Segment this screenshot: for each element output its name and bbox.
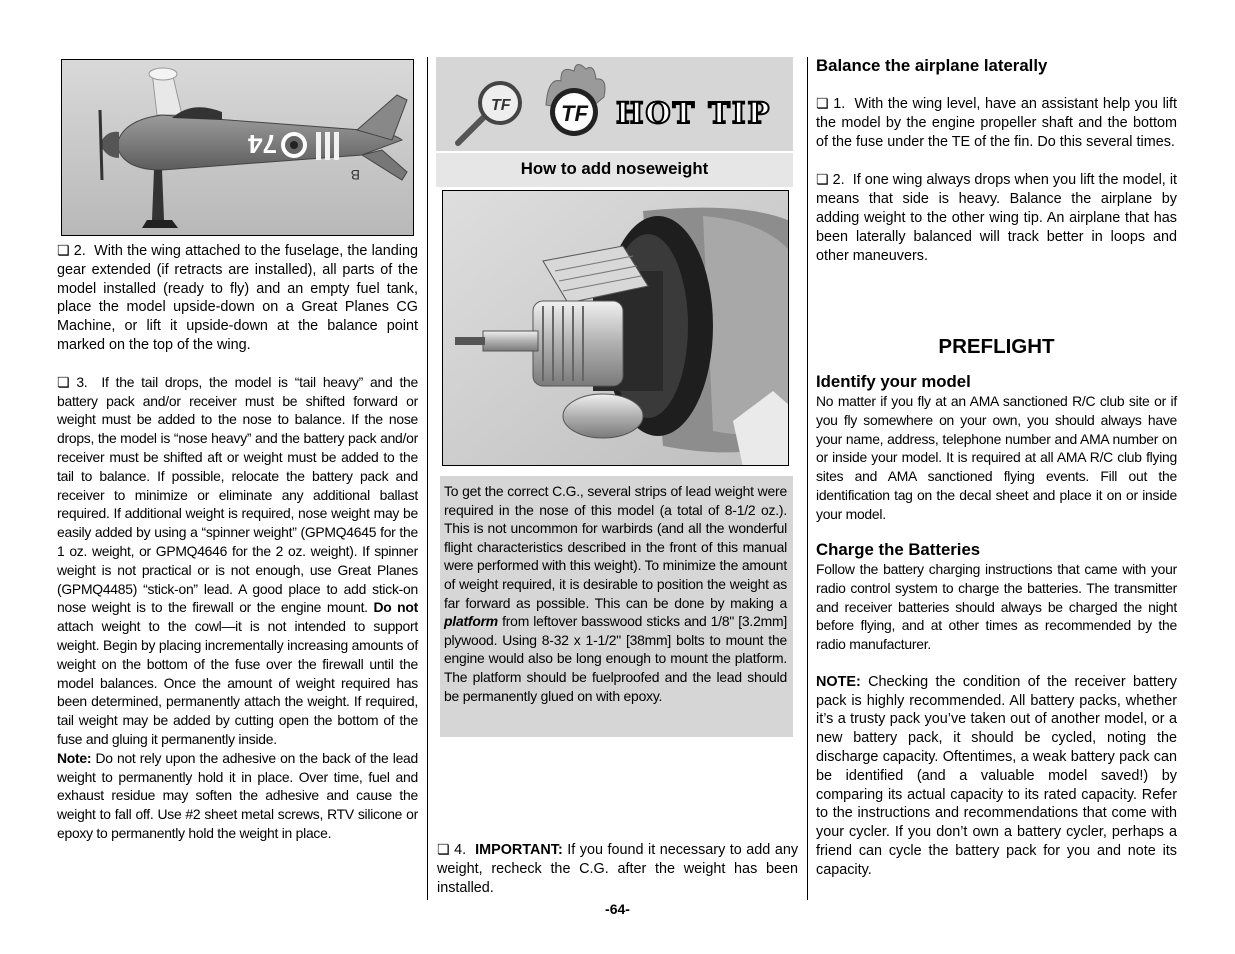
svg-text:TF: TF [491,97,511,114]
hot-tip-text: To get the correct C.G., several strips of lead weight were required in the nose of this model (a total of 8-1/2 oz.). This is not uncommon for warbirds (and all the wonderful flight characteristics described in the front of this manual were performed with this weight). To minimize the amount of weight required, it is desirable to position the weight as far forward as possible. This can be done by making a platform from leftover basswood sticks and 1/8" [3.2mm] plywood. Using 8-32 x 1-1/2" [38mm] bolts to mount the engine would also be long enough to mount the platform. The platform should be fuelproofed and the lead should be permanently glued on with epoxy. [444,483,787,704]
cg-step-4-text: If you found it necessary to add any weight, recheck the C.G. after the weight has been installed. [437,842,799,896]
cg-step-3-text: If the tail drops, the model is “tail heavy” and the battery pack and/or receiver must be shifted forward or weight must be added to the nose to balance. If the nose drops, the model is “nose heavy” and the battery pack and/or receiver must be shifted aft or weight must be added to the tail to balance. If possible, relocate the battery pack and receiver to minimize or eliminate any additional ballast required. If additional weight is required, nose weight may be easily added by using a “spinner weight” (GPMQ4645 for the 1 oz. weight, or GPMQ4646 for the 2 oz. weight). If spinner weight is not practical or is not enough, use Great Planes (GPMQ4485) “stick-on” lead. A good place to add stick-on nose weight is to the firewall or the engine mount. [57,373,419,616]
battery-note-text: Checking the condition of the receiver battery pack is highly recommended. All battery packs, whether it’s a trusty pack you’ve taken out of another model, or a new battery pack, it should be cycled, noting the discharge capacity. Oftentimes, a weak battery pack can be identified (and a valuable model saved!) by comparing its actual capacity to its rated capacity. Refer to the instructions and recommendations that come with your cycler. If you don’t own a battery cycler, perhaps a friend can cycle the battery pack for you and note its capacity. [816,673,1178,878]
preflight-title: PREFLIGHT [938,335,1055,359]
checkbox-icon[interactable]: ❏ [816,95,829,111]
identify-heading: Identify your model [816,372,971,392]
hot-tip-box [440,476,793,737]
checkbox-icon[interactable]: ❏ [57,373,70,390]
checkbox-icon[interactable]: ❏ [57,242,70,258]
balance-heading: Balance the airplane laterally [816,56,1048,75]
checkbox-icon[interactable]: ❏ [816,171,829,188]
note-label: Note: [57,749,92,766]
noseweight-heading-box [436,151,793,187]
fuselage-number: 74 [248,129,277,159]
flame-icon [546,64,605,136]
airplane-photo [61,59,414,236]
hot-tip-banner [436,57,793,151]
svg-text:TF: TF [561,101,588,126]
column-right [816,56,1177,880]
cg-step-2-text: With the wing attached to the fuselage, the landing gear extended (if retracts are installed), all parts of the model installed (ready to fly) and an empty fuel tank, place the model upside-down on a Great Planes CG Machine, or lift it upside-down at the balance point marked on the top of the wing. [57,243,419,353]
tail-letter: B [350,167,360,183]
noseweight-heading: How to add noseweight [520,159,709,178]
balance-step-2: ❏ 2. If one wing always drops when you lift the model, it means that side is heavy. Balance the airplane by adding weight to the other wing tip. An airplane that has been laterally balanced will track better in loops and other maneuvers. [816,171,1178,264]
cg-step-4: ❏ 4. IMPORTANT: If you found it necessary to add any weight, recheck the C.G. after the weight has been installed. [437,841,799,896]
identify-text: No matter if you fly at an AMA sanctioned R/C club site or if you fly somewhere on your own, you should always have your name, address, telephone number and AMA number on or inside your model. It is required at all AMA R/C club flying sites and AMA sanctioned flying events. Fill out the identification tag on the decal sheet and place it on or inside your model. [816,393,1177,522]
note-text: Do not rely upon the adhesive on the back of the lead weight to permanently hold it in place. Over time, fuel and exhaust residue may soften the adhesive and cause the weight to fall off. Use #2 sheet metal screws, RTV silicone or epoxy to permanently hold the weight in place. [57,749,418,841]
charge-heading: Charge the Batteries [816,540,981,560]
cg-step-2: ❏ 2. With the wing attached to the fuselage, the landing gear extended (if retracts are installed), all parts of the model installed (ready to fly) and an empty fuel tank, place the model upside-down on a Great Planes CG Machine, or lift it upside-down at the balance point marked on the top of the wing. [57,242,419,353]
important-label: IMPORTANT: [475,842,563,858]
platform-term: platform [444,613,498,630]
column-left [57,241,418,843]
checkbox-icon[interactable]: ❏ [437,841,450,857]
note-label: NOTE: [816,673,861,690]
airplane-illustration [62,60,414,236]
hot-tip-logo [436,57,793,151]
engine-photo [442,190,789,466]
do-not-label: Do not [373,599,418,616]
engine-illustration [443,191,789,466]
battery-note [816,673,1177,880]
balance-step-1: ❏ 1. With the wing level, have an assistant help you lift the model by the engine propeller shaft and the bottom of the fuse under the TE of the fin. Do this several times. [816,95,1178,150]
magnifier-icon [458,83,520,143]
column-divider [427,57,428,900]
page-number: -64- [605,901,630,917]
hot-tip-title: HOT TIP [616,96,772,130]
column-divider [807,57,808,900]
cg-step-3: ❏ 3. If the tail drops, the model is “tail heavy” and the battery pack and/or receiver must be shifted forward or weight must be added to the nose to balance. If the nose drops, the model is “nose heavy” and the battery pack and/or receiver must be shifted aft or weight must be added to the tail to balance. If possible, relocate the battery pack and receiver to minimize or eliminate any additional ballast required. If additional weight is required, nose weight may be easily added by using a “spinner weight” (GPMQ4645 for the 1 oz. weight, or GPMQ4646 for the 2 oz. weight). If spinner weight is not practical or is not enough, use Great Planes (GPMQ4485) “stick-on” lead. A good place to add stick-on nose weight is to the firewall or the engine mount. Do not attach weight to the cowl—it is not intended to support weight. Begin by placing incrementally increasing amounts of weight on the bottom of the fuse over the firewall until the model balances. Once the amount of weight required has been determined, permanently attach the weight. If required, tail weight may be added by cutting open the bottom of the fuse and gluing it permanently inside. Note: Do not rely upon the adhesive on the back of the lead weight to permanently hold it in place. Over time, fuel and exhaust residue may soften the adhesive and cause the weight to fall off. Use #2 sheet metal screws, RTV silicone or epoxy to permanently hold the weight in place. [57,373,419,841]
balance-step-2-text: If one wing always drops when you lift the model, it means that side is heavy. Balance the airplane by adding weight to the other wing tip. An airplane that has been laterally balanced will track better in loops and other maneuvers. [816,172,1178,264]
charge-text: Follow the battery charging instructions that came with your radio control system to charge the batteries. The transmitter and receiver batteries should always be charged the night before flying, and at other times as recommended by the radio manufacturer. [816,561,1177,653]
balance-step-1-text: With the wing level, have an assistant help you lift the model by the engine propeller shaft and the bottom of the fuse under the TE of the fin. Do this several times. [816,96,1178,150]
